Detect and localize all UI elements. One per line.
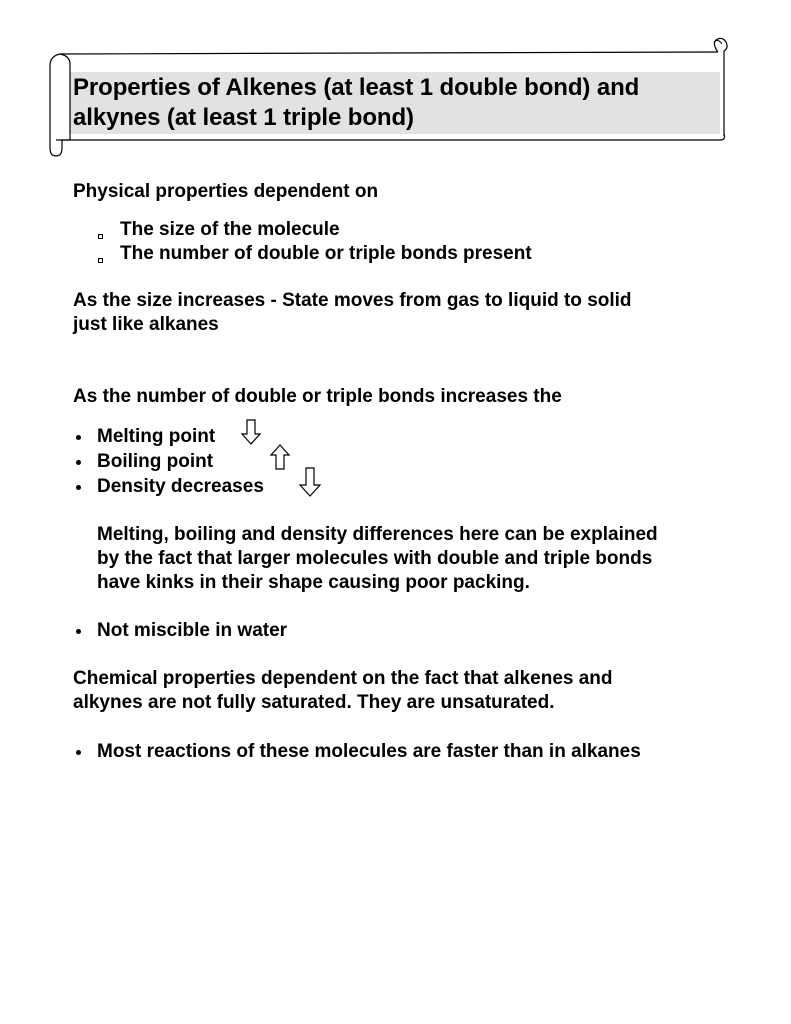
- explanation-line-2: by the fact that larger molecules with double and triple bonds: [97, 548, 653, 569]
- down-arrow-icon: [240, 418, 262, 446]
- explanation-line-1: Melting, boiling and density differences here can be explained: [97, 524, 658, 545]
- physical-item-size: The size of the molecule: [120, 219, 340, 240]
- bonds-item-density: Density decreases: [97, 476, 264, 497]
- square-bullet-icon: [98, 258, 103, 263]
- chemical-line-2: alkynes are not fully saturated. They are unsaturated.: [73, 692, 555, 713]
- square-bullet-icon: [98, 234, 103, 239]
- reactions-item: Most reactions of these molecules are faster than in alkanes: [97, 741, 641, 762]
- size-paragraph-line-2: just like alkanes: [73, 314, 219, 335]
- explanation-line-3: have kinks in their shape causing poor packing.: [97, 572, 530, 593]
- down-arrow-icon: [298, 466, 322, 498]
- physical-heading: Physical properties dependent on: [73, 181, 379, 202]
- chemical-line-1: Chemical properties dependent on the fact that alkenes and: [73, 668, 613, 689]
- size-paragraph-line-1: As the size increases - State moves from gas to liquid to solid: [73, 290, 632, 311]
- bonds-heading: As the number of double or triple bonds increases the: [73, 386, 562, 407]
- up-arrow-icon: [269, 443, 291, 471]
- bullet-icon: [76, 750, 81, 755]
- bullet-icon: [76, 460, 81, 465]
- bullet-icon: [76, 485, 81, 490]
- bullet-icon: [76, 629, 81, 634]
- page-title: Properties of Alkenes (at least 1 double bond) and alkynes (at least 1 triple bond): [73, 74, 640, 131]
- bonds-item-boiling: Boiling point: [97, 451, 214, 472]
- physical-item-bonds: The number of double or triple bonds present: [120, 243, 532, 264]
- miscible-item: Not miscible in water: [97, 620, 288, 641]
- bullet-icon: [76, 435, 81, 440]
- bonds-item-melting: Melting point: [97, 426, 216, 447]
